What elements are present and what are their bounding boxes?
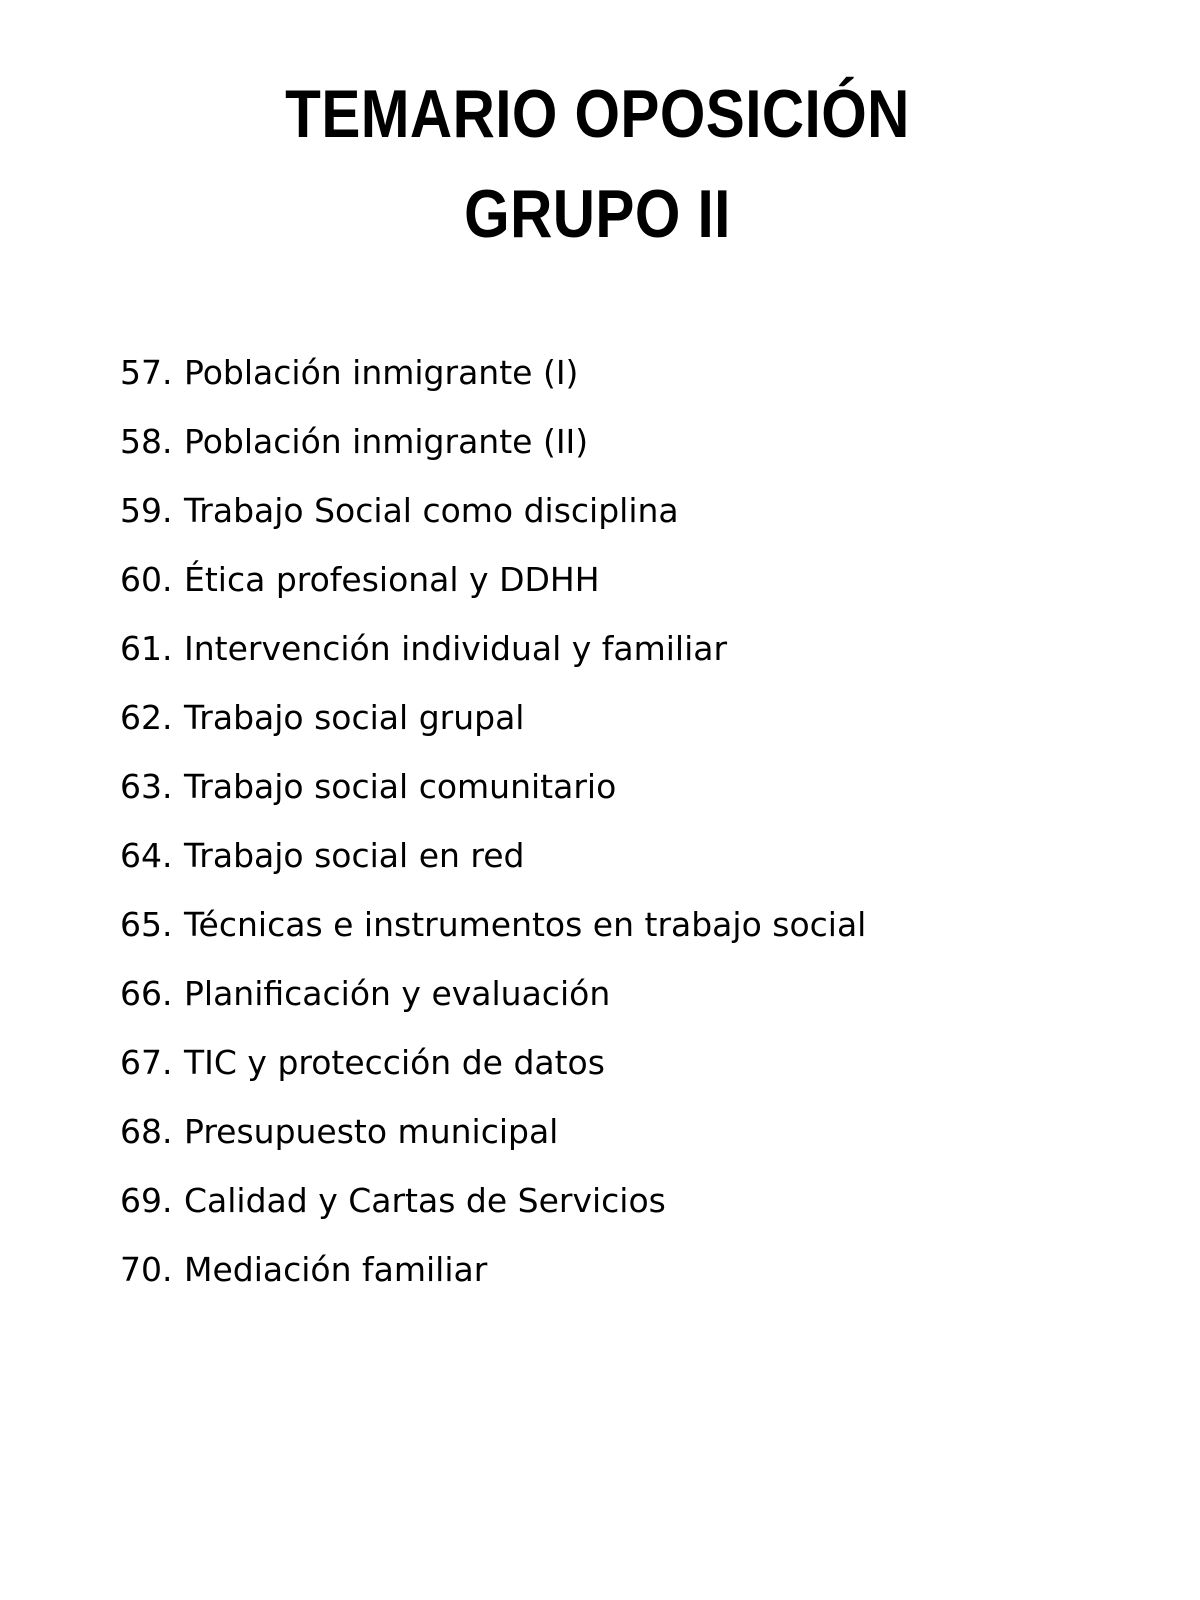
- topic-number: 61.: [120, 629, 173, 668]
- document-title: [0, 64, 1195, 264]
- topic-number: 66.: [120, 974, 173, 1013]
- topic-list-item: [120, 545, 1120, 614]
- topic-list: [120, 338, 1120, 1304]
- topic-label: Trabajo social comunitario: [184, 767, 617, 806]
- topic-label: Trabajo social grupal: [184, 698, 525, 737]
- topic-number: 65.: [120, 905, 173, 944]
- topic-list-item: [120, 959, 1120, 1028]
- topic-number: 70.: [120, 1250, 173, 1289]
- topic-number: 60.: [120, 560, 173, 599]
- topic-list-item: [120, 1166, 1120, 1235]
- topic-number: 63.: [120, 767, 173, 806]
- topic-list-item: [120, 1028, 1120, 1097]
- document-title-line-1: TEMARIO OPOSICIÓN: [285, 76, 910, 152]
- topic-list-item: [120, 614, 1120, 683]
- topic-list-item: [120, 1097, 1120, 1166]
- topic-list-item: [120, 338, 1120, 407]
- topic-label: Planificación y evaluación: [184, 974, 611, 1013]
- topic-list-item: [120, 752, 1120, 821]
- topic-number: 62.: [120, 698, 173, 737]
- topic-list-item: [120, 407, 1120, 476]
- topic-label: Presupuesto municipal: [184, 1112, 559, 1151]
- topic-list-item: [120, 1235, 1120, 1304]
- topic-label: TIC y protección de datos: [184, 1043, 605, 1082]
- topic-label: Intervención individual y familiar: [184, 629, 728, 668]
- topic-label: Mediación familiar: [184, 1250, 488, 1289]
- topic-number: 67.: [120, 1043, 173, 1082]
- topic-list-item: [120, 821, 1120, 890]
- topic-label: Ética profesional y DDHH: [184, 560, 600, 599]
- topic-label: Trabajo Social como disciplina: [184, 491, 679, 530]
- topic-list-item: [120, 476, 1120, 545]
- topic-number: 69.: [120, 1181, 173, 1220]
- topic-number: 57.: [120, 353, 173, 392]
- topic-label: Población inmigrante (II): [184, 422, 589, 461]
- topic-label: Trabajo social en red: [184, 836, 525, 875]
- topic-list-item: [120, 683, 1120, 752]
- topic-label: Técnicas e instrumentos en trabajo social: [184, 905, 867, 944]
- topic-number: 58.: [120, 422, 173, 461]
- topic-number: 64.: [120, 836, 173, 875]
- topic-number: 68.: [120, 1112, 173, 1151]
- document-title-line-2: GRUPO II: [464, 176, 731, 252]
- topic-label: Calidad y Cartas de Servicios: [184, 1181, 666, 1220]
- topic-list-item: [120, 890, 1120, 959]
- topic-number: 59.: [120, 491, 173, 530]
- topic-label: Población inmigrante (I): [184, 353, 579, 392]
